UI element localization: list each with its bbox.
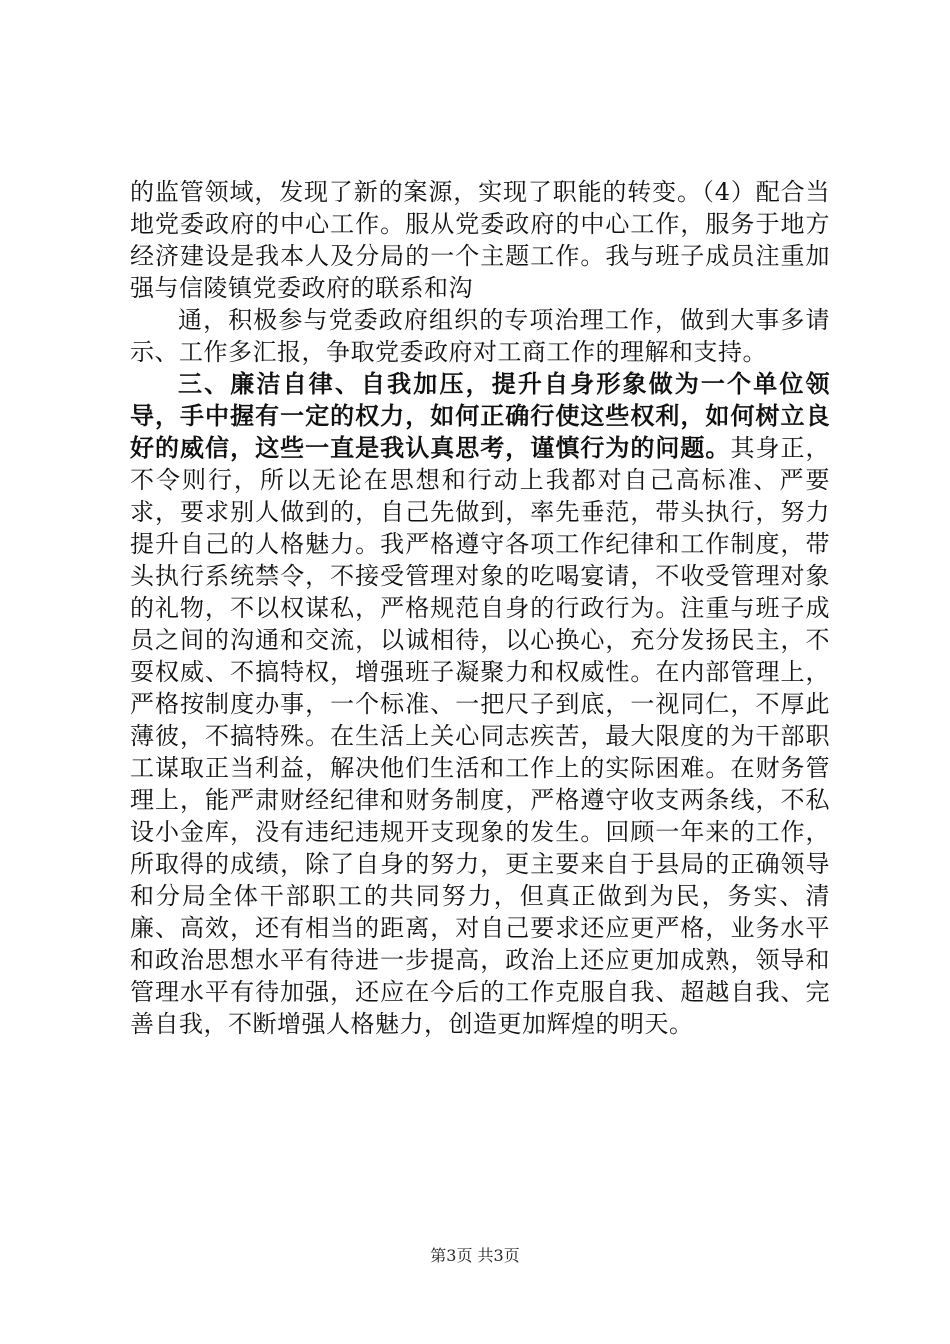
page-number-footer: 第3页 共3页 xyxy=(430,1246,520,1265)
section-heading: 三、廉洁自律、自我加压，提升自身形象做为一个单位领导，手中握有一定的权力，如何正确行使这些权利，如何树立良好的威信，这些一直是我认真思考，谨慎行为的问题。 xyxy=(130,369,830,462)
paragraph-communication: 通，积极参与党委政府组织的专项治理工作，做到大事多请示、工作多汇报，争取党委政府对工商工作的理解和支持。 xyxy=(130,306,830,366)
document-body xyxy=(130,176,830,1040)
paragraph-integrity xyxy=(130,368,830,1040)
paragraph-continued: 的监管领域，发现了新的案源，实现了职能的转变。（4）配合当地党委政府的中心工作。服从党委政府的中心工作，服务于地方经济建设是我本人及分局的一个主题工作。我与班子成员注重加强与信陵镇党委政府的联系和沟 xyxy=(130,178,830,302)
section-body: 其身正，不令则行，所以无论在思想和行动上我都对自己高标准、严要求，要求别人做到的，自己先做到，率先垂范，带头执行，努力提升自己的人格魅力。我严格遵守各项工作纪律和工作制度，带头执行系统禁令，不接受管理对象的吃喝宴请，不收受管理对象的礼物，不以权谋私，严格规范自身的行政行为。注重与班子成员之间的沟通和交流，以诚相待，以心换心，充分发扬民主，不耍权威、不搞特权，增强班子凝聚力和权威性。在内部管理上，严格按制度办事，一个标准、一把尺子到底，一视同仁，不厚此薄彼，不搞特殊。在生活上关心同志疾苦，最大限度的为干部职工谋取正当利益，解决他们生活和工作上的实际困难。在财务管理上，能严肃财经纪律和财务制度，严格遵守收支两条线，不私设小金库，没有违纪违规开支现象的发生。回顾一年来的工作，所取得的成绩，除了自身的努力，更主要来自于县局的正确领导和分局全体干部职工的共同努力，但真正做到为民，务实、清廉、高效，还有相当的距离，对自己要求还应更严格，业务水平和政治思想水平有待进一步提高，政治上还应更加成熟，领导和管理水平有待加强，还应在今后的工作克服自我、超越自我、完善自我，不断增强人格魅力，创造更加辉煌的明天。 xyxy=(130,434,831,1038)
